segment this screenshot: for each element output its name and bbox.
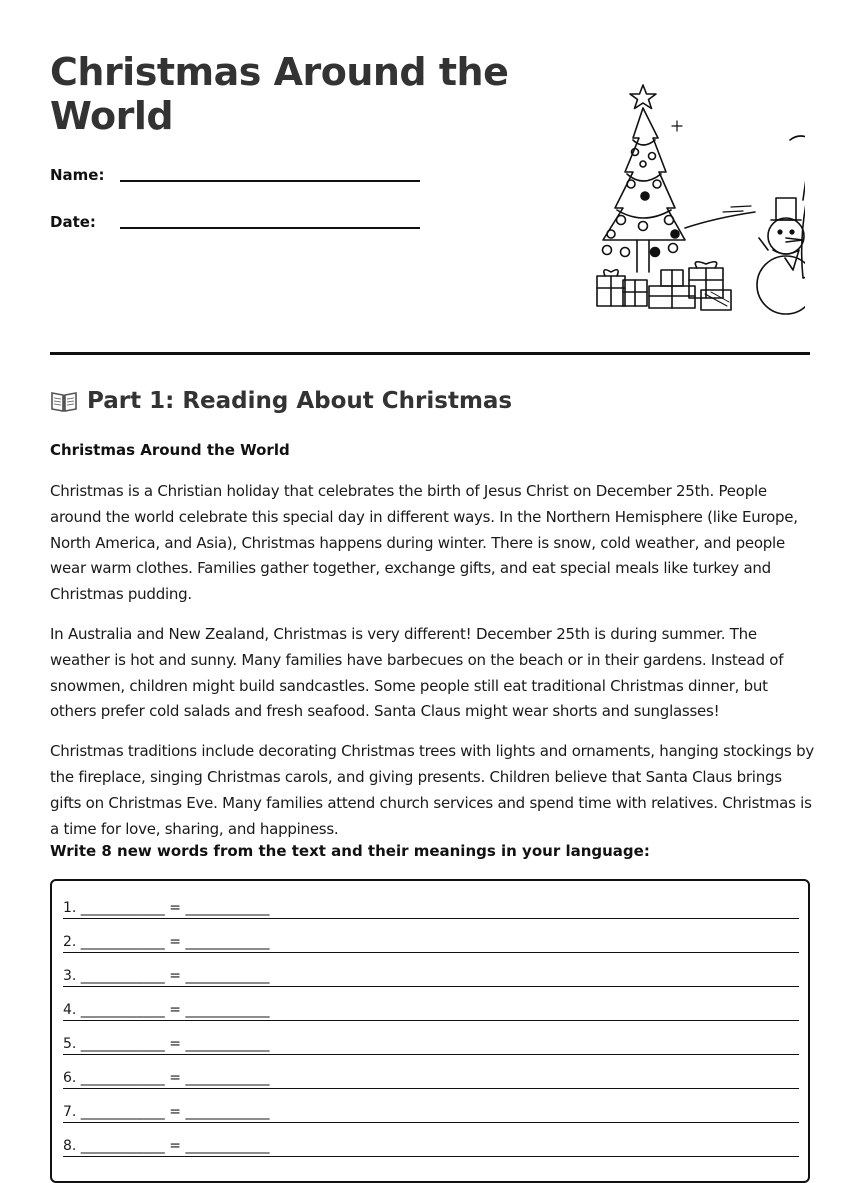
section-title xyxy=(50,388,512,414)
paragraph: Christmas is a Christian holiday that celebrates the birth of Jesus Christ on December 25th. People around the world celebrate this special day in different ways. In the Northern Hemisphere (like Europe, North America, and Asia), Christmas happens during winter. There is snow, cold weather, and people wear warm clothes. Families gather together, exchange gifts, and eat special meals like turkey and Christmas pudding. xyxy=(50,482,798,604)
worksheet-header xyxy=(50,0,810,355)
open-book-icon xyxy=(50,389,78,413)
name-input-line[interactable] xyxy=(120,180,420,182)
vocab-row-text: 6. ____________ = ____________ xyxy=(63,1070,270,1086)
vocab-row[interactable] xyxy=(63,884,799,919)
section-title-text: Part 1: Reading About Christmas xyxy=(87,388,513,414)
paragraph: In Australia and New Zealand, Christmas is very different! December 25th is during summer. The weather is hot and sunny. Many families have barbecues on the beach or in their gardens. Instead of snowmen, children might build sandcastles. Some people still eat traditional Christmas dinner, but others prefer cold salads and fresh seafood. Santa Claus might wear shorts and sunglasses! xyxy=(50,624,784,721)
name-label: Name: xyxy=(50,166,105,184)
christmas-tree-snowman-beach-icon xyxy=(545,80,805,315)
reading-title: Christmas Around the World xyxy=(50,441,290,459)
vocab-row[interactable] xyxy=(63,1020,799,1055)
vocab-row-text: 1. ____________ = ____________ xyxy=(63,900,270,916)
vocab-instruction: Write 8 new words from the text and their meanings in your language: xyxy=(50,842,650,860)
vocab-row[interactable] xyxy=(63,952,799,987)
vocab-row-text: 3. ____________ = ____________ xyxy=(63,968,270,984)
vocab-row[interactable] xyxy=(63,918,799,953)
vocab-row[interactable] xyxy=(63,1054,799,1089)
vocab-row-text: 5. ____________ = ____________ xyxy=(63,1036,270,1052)
vocab-row[interactable] xyxy=(63,1122,799,1157)
vocab-row-text: 8. ____________ = ____________ xyxy=(63,1138,270,1154)
name-field[interactable] xyxy=(50,166,420,190)
vocab-row[interactable] xyxy=(63,986,799,1021)
reading-passage xyxy=(50,479,815,856)
date-input-line[interactable] xyxy=(120,227,420,229)
vocab-box xyxy=(50,879,810,1183)
worksheet-title: Christmas Around the World xyxy=(50,50,509,138)
vocab-row-text: 4. ____________ = ____________ xyxy=(63,1002,270,1018)
paragraph: Christmas traditions include decorating Christmas trees with lights and ornaments, hanging stockings by the fireplace, singing Christmas carols, and giving presents. Children believe that Santa Claus brings gifts on Christmas Eve. Many families attend church services and spend time with relatives. Christmas is a time for love, sharing, and happiness. xyxy=(50,742,814,838)
date-field[interactable] xyxy=(50,213,420,237)
vocab-row-text: 7. ____________ = ____________ xyxy=(63,1104,270,1120)
vocab-row[interactable] xyxy=(63,1088,799,1123)
worksheet-page xyxy=(50,0,814,1154)
vocab-row-text: 2. ____________ = ____________ xyxy=(63,934,270,950)
date-label: Date: xyxy=(50,213,96,231)
